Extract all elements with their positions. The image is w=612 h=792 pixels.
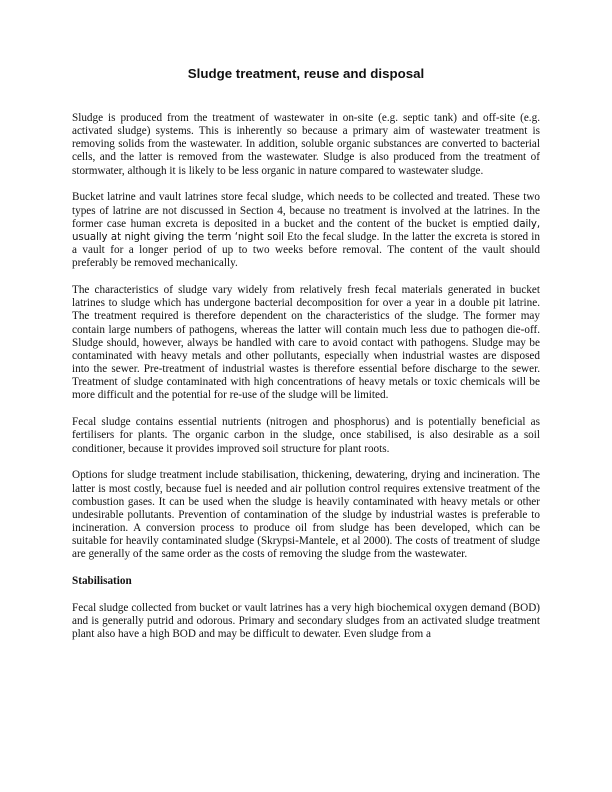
section-heading-stabilisation: Stabilisation	[72, 575, 132, 588]
paragraph-nutrients: Fecal sludge contains essential nutrients (nitrogen and phosphorus) and is potentially beneficial as fertilisers for plants. The organic carbon in the sludge, once stabilised, is also desirable as a soil conditioner, because it provides improved soil structure for plant roots.	[72, 416, 540, 455]
paragraph-stabilisation: Fecal sludge collected from bucket or vault latrines has a very high biochemical oxygen demand (BOD) and is generally putrid and odorous. Primary and secondary sludges from an activated sludge treatment plant also have a high BOD and may be difficult to dewater. Even sludge from a	[72, 601, 540, 641]
paragraph-sludge-production: Sludge is produced from the treatment of wastewater in on-site (e.g. septic tank) and off-site (e.g. activated sludge) systems. This is inherently so because a primary aim of wastewater treatment is removing solids from the wastewater. In addition, soluble organic substances are converted to bacterial cells, and the latter is removed from the wastewater. Sludge is also produced from the treatment of stormwater, although it is likely to be less organic in nature compared to wastewater sludge.	[72, 112, 540, 177]
paragraph-bucket-latrines-text-end: Eto the fecal sludge. In the latter the excreta is stored in a vault for a longer period of up to two weeks before removal. The content of the vault should preferably be removed mechanically.	[72, 230, 540, 270]
handwritten-insertion: daily, usually at night giving the term ‘night soil	[72, 218, 540, 243]
paragraph-bucket-latrines-text-start: Bucket latrine and vault latrines store fecal sludge, which needs to be collected and treated. These two types of latrine are not discussed in Section 4, because no treatment is involved at the latrines. In the former case human excreta is deposited in a bucket and the content of the bucket is emptied	[72, 191, 540, 230]
document-body	[72, 112, 540, 655]
paragraph-sludge-characteristics: The characteristics of sludge vary widely from relatively fresh fecal materials generated in bucket latrines to sludge which has undergone bacterial decomposition for over a year in a double pit latrine. The treatment required is therefore dependent on the characteristics of the sludge. The former may contain large numbers of pathogens, whereas the latter will contain much less due to pathogen die-off. Sludge should, however, always be handled with care to avoid contact with pathogens. Sludge may be contaminated with heavy metals and other pollutants, especially when industrial wastes are disposed into the sewer. Pre-treatment of industrial wastes is therefore essential before discharge to the sewer. Treatment of sludge contaminated with high concentrations of heavy metals or toxic chemicals will be more difficult and the potential for re-use of the sludge will be limited.	[72, 284, 540, 402]
paragraph-bucket-latrines	[72, 191, 540, 270]
paragraph-treatment-options: Options for sludge treatment include stabilisation, thickening, dewatering, drying and incineration. The latter is most costly, because fuel is needed and air pollution control requires extensive treatment of the combustion gases. It can be used when the sludge is heavily contaminated with heavy metals or other undesirable pollutants. Prevention of contamination of the sludge by industrial wastes is preferable to incineration. A conversion process to produce oil from sludge has been developed, which can be suitable for heavily contaminated sludge (Skrypsi-Mantele, et al 2000). The costs of treatment of sludge are generally of the same order as the costs of removing the sludge from the wastewater.	[72, 469, 540, 561]
page-title: Sludge treatment, reuse and disposal	[187, 66, 425, 81]
